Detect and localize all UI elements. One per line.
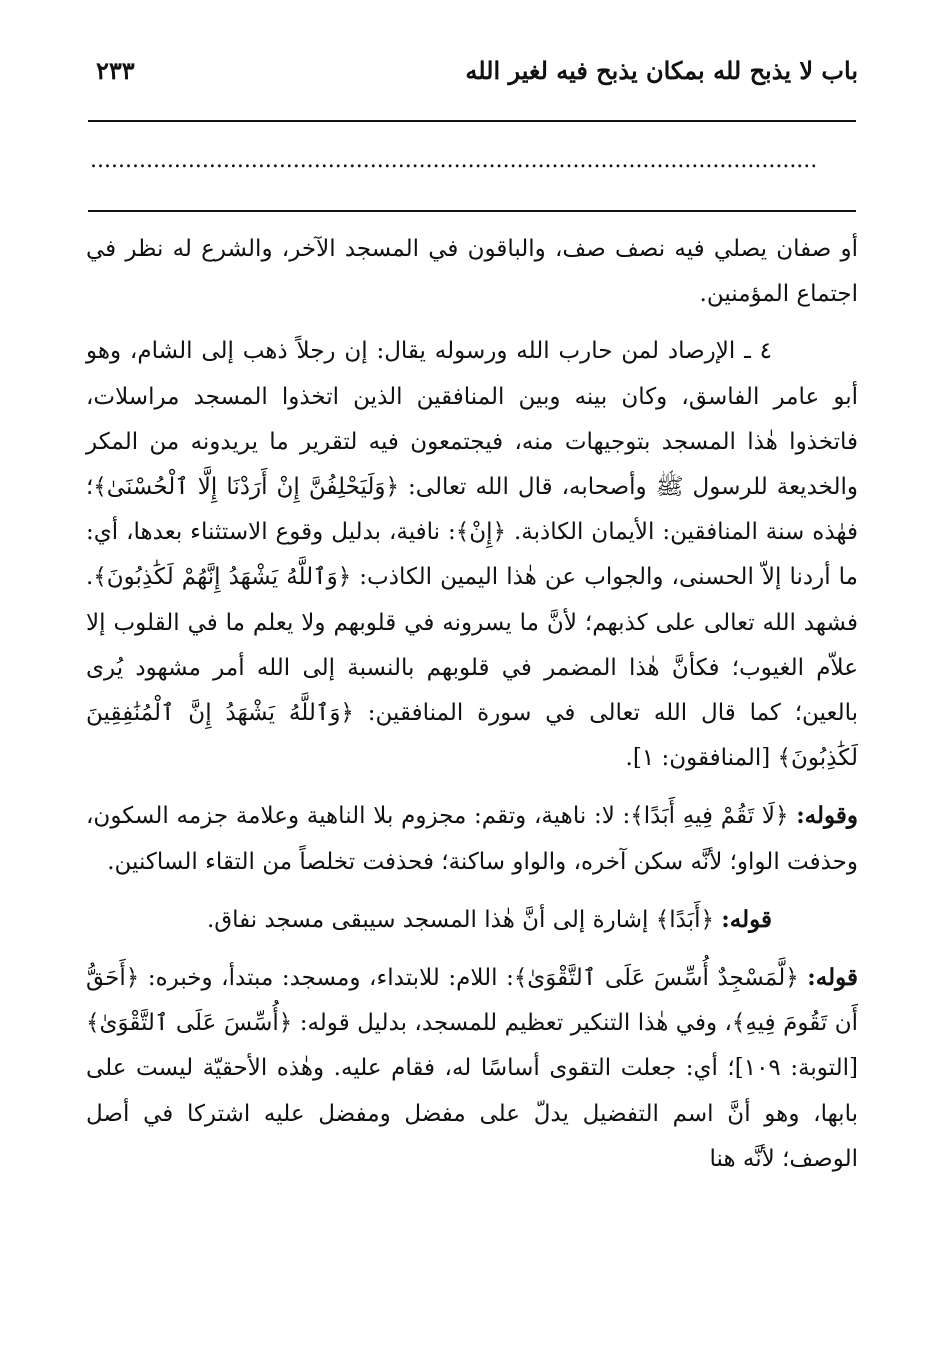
paragraph-gap	[86, 317, 858, 329]
page-number: ٢٣٣	[96, 56, 135, 85]
paragraph-masjid	[86, 955, 858, 1182]
book-page	[86, 0, 858, 1355]
paragraph-gap	[86, 943, 858, 955]
paragraph-lead: قوله:	[807, 964, 858, 992]
paragraph-irsad: ٤ ـ الإرصاد لمن حارب الله ورسوله يقال: إن رجلاً ذهب إلى الشام، وهو أبو عامر الفاسق، وكان بينه وبين المنافقين الذين اتخذوا المسجد مراسلات، فاتخذوا هٰذا المسجد بتوجيهات منه، فيجتمعون فيه لتقرير ما يريدونه من المكر والخديعة للرسول ﷺ وأصحابه، قال الله تعالى: ﴿وَلَيَحْلِفُنَّ إِنْ أَرَدْنَا إِلَّا ٱلْحُسْنَىٰ﴾؛ فهٰذه سنة المنافقين: الأيمان الكاذبة. ﴿إِنْ﴾: نافية، بدليل وقوع الاستثناء بعدها، أي: ما أردنا إلاّ الحسنى، والجواب عن هٰذا اليمين الكاذب: ﴿وَٱللَّهُ يَشْهَدُ إِنَّهُمْ لَكَٰذِبُونَ﴾. فشهد الله تعالى على كذبهم؛ لأنَّ ما يسرونه في قلوبهم ولا يعلم ما في القلوب إلا علاّم الغيوب؛ فكأنَّ هٰذا المضمر في قلوبهم بالنسبة إلى الله أمر مشهود يُرى بالعين؛ كما قال الله تعالى في سورة المنافقين: ﴿وَٱللَّهُ يَشْهَدُ إِنَّ ٱلْمُنَٰفِقِينَ لَكَٰذِبُونَ﴾ [المنافقون: ١].	[86, 338, 858, 772]
paragraph-la-taqum	[86, 793, 858, 884]
body-text	[86, 227, 858, 1182]
page-header	[86, 56, 858, 100]
running-title: باب لا يذبح لله بمكان يذبح فيه لغير الله	[465, 56, 858, 85]
paragraph-lead: قوله:	[721, 905, 772, 933]
text-rule	[88, 210, 856, 212]
paragraph-gap	[86, 885, 858, 897]
paragraph-abadan	[86, 897, 858, 943]
paragraph-lead: وقوله:	[796, 802, 858, 830]
paragraph-text: ﴿لَا تَقُمْ فِيهِ أَبَدًا﴾: لا: ناهية، وتقم: مجزوم بلا الناهية وعلامة جزمه السكون، وحذفت الواو؛ لأنَّه سكن آخره، والواو ساكنة؛ فحذفت تخلصاً من التقاء الساكنين.	[86, 803, 858, 875]
paragraph-text: ﴿أَبَدًا﴾ إشارة إلى أنَّ هٰذا المسجد سيبقى مسجد نفاق.	[206, 906, 722, 933]
paragraph-text: ﴿لَّمَسْجِدٌ أُسِّسَ عَلَى ٱلتَّقْوَىٰ﴾: اللام: للابتداء، ومسجد: مبتدأ، وخبره: ﴿أَحَقُّ أَن تَقُومَ فِيهِ﴾، وفي هٰذا التنكير تعظيم للمسجد، بدليل قوله: ﴿أُسِّسَ عَلَى ٱلتَّقْوَىٰ﴾ [التوبة: ١٠٩]؛ أي: جعلت التقوى أساسًا له، فقام عليه. وهٰذه الأحقيّة ليست على بابها، وهو أنَّ اسم التفضيل يدلّ على مفضل ومفضل عليه اشتركا في أصل الوصف؛ لأنَّه هنا	[86, 965, 858, 1172]
paragraph-continuation: أو صفان يصلي فيه نصف صف، والباقون في المسجد الآخر، والشرع له نظر في اجتماع المؤمنين.	[86, 236, 858, 308]
dotted-separator: ........................................................................................................	[90, 148, 818, 173]
header-rule	[88, 120, 856, 122]
paragraph-gap	[86, 781, 858, 793]
